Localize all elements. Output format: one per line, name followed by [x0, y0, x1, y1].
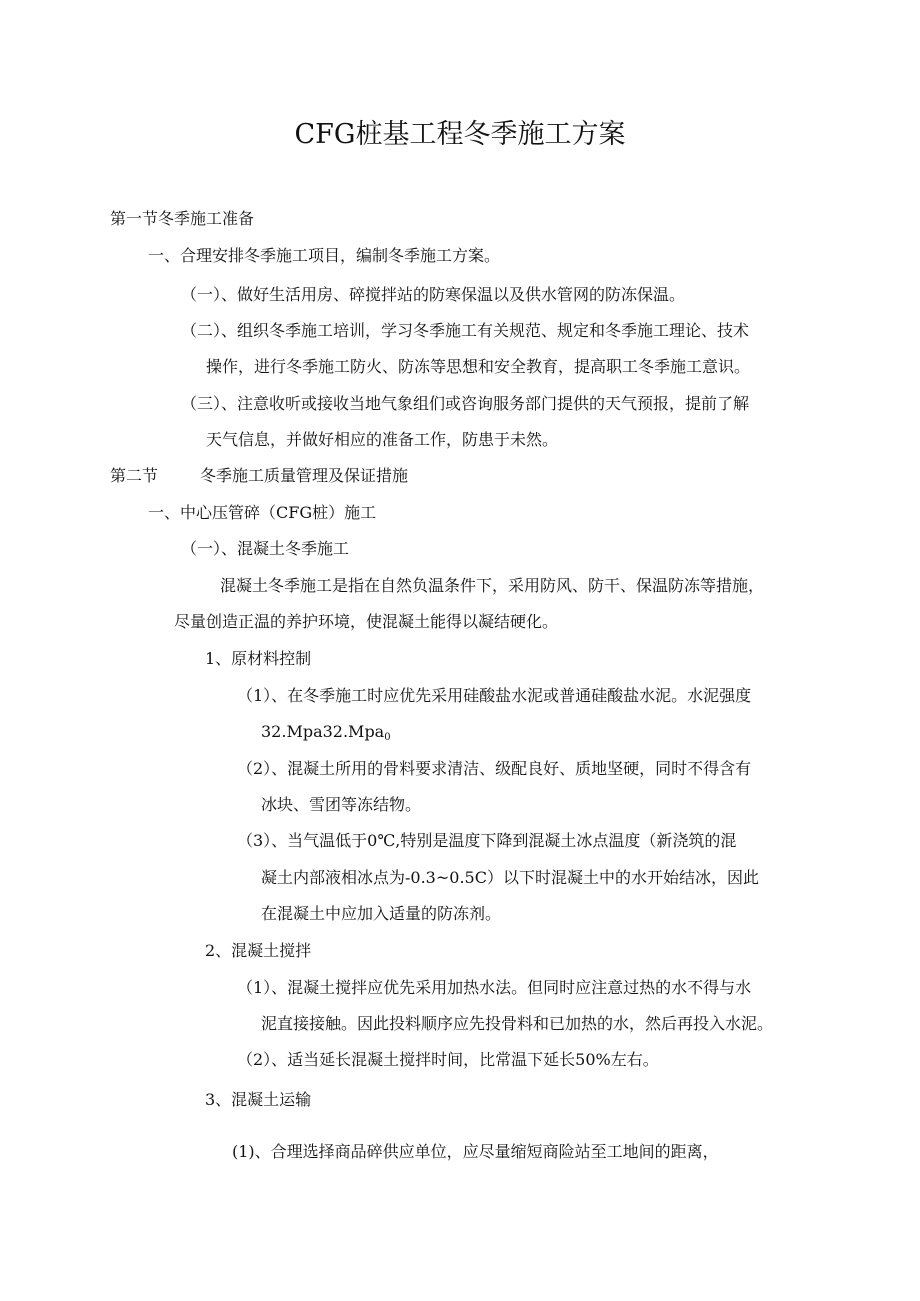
- material-control-title: 1、原材料控制: [205, 649, 312, 668]
- document-title: CFG桩基工程冬季施工方案: [294, 119, 626, 150]
- section-1-subitem-2-line-2: 操作，进行冬季施工防火、防冻等思想和安全教育，提高职工冬季施工意识。: [206, 357, 751, 376]
- section-2-number: 第二节: [110, 466, 159, 485]
- mixing-item-1-line-2: 泥直接接触。因此投料顺序应先投骨料和已加热的水，然后再投入水泥。: [261, 1014, 774, 1033]
- section-1-item-1: 一、合理安排冬季施工项目，编制冬季施工方案。: [148, 246, 501, 265]
- material-item-3-line-2: 凝土内部液相冰点为-0.3~0.5C）以下时混凝土中的水开始结冰，因此: [261, 868, 759, 887]
- transport-title: 3、混凝土运输: [205, 1090, 312, 1109]
- mixing-item-2: （2）、适当延长混凝土搅拌时间，比常温下延长50%左右。: [237, 1050, 659, 1069]
- material-item-3-line-1: （3）、当气温低于0℃,特别是温度下降到混凝土冰点温度（新浇筑的混: [237, 831, 737, 850]
- material-item-2-line-1: （2）、混凝土所用的骨料要求清洁、级配良好、质地坚硬，同时不得含有: [237, 759, 752, 778]
- material-item-2-line-2: 冰块、雪团等冻结物。: [261, 795, 422, 814]
- section-1-subitem-2-line-1: （二）、组织冬季施工培训，学习冬季施工有关规范、规定和冬季施工理论、技术: [181, 321, 750, 340]
- mixing-title: 2、混凝土搅拌: [205, 941, 312, 960]
- cement-strength-value: 32.Mpa32.Mpa: [261, 722, 385, 741]
- material-item-1-line-1: （1）、在冬季施工时应优先采用硅酸盐水泥或普通硅酸盐水泥。水泥强度: [237, 686, 752, 705]
- section-2-heading: [110, 465, 408, 487]
- cement-strength-subscript: 0: [384, 732, 391, 743]
- section-1-subitem-3-line-2: 天气信息，并做好相应的准备工作，防患于未然。: [206, 430, 559, 449]
- section-1-subitem-3-line-1: （三）、注意收听或接收当地气象组们或咨询服务部门提供的天气预报，提前了解: [181, 394, 750, 413]
- section-1-heading: 第一节冬季施工准备: [110, 209, 255, 228]
- section-2-title: 冬季施工质量管理及保证措施: [200, 466, 409, 485]
- paragraph-line-2: 尽量创造正温的养护环境，使混凝土能得以凝结硬化。: [174, 612, 559, 631]
- section-2-item-1: 一、中心压管碎（CFG桩）施工: [148, 503, 377, 522]
- section-2-subitem-1: （一）、混凝土冬季施工: [181, 539, 350, 558]
- section-1-subitem-1: （一）、做好生活用房、碎搅拌站的防寒保温以及供水管网的防冻保温。: [181, 285, 686, 304]
- transport-item-1: (1)、合理选择商品碎供应单位，应尽量缩短商险站至工地间的距离，: [232, 1142, 719, 1161]
- material-item-3-line-3: 在混凝土中应加入适量的防冻剂。: [261, 904, 502, 923]
- material-item-1-line-2: [261, 721, 391, 749]
- mixing-item-1-line-1: （1）、混凝土搅拌应优先采用加热水法。但同时应注意过热的水不得与水: [237, 978, 752, 997]
- paragraph-line-1: 混凝土冬季施工是指在自然负温条件下，采用防风、防干、保温防冻等措施，: [220, 576, 765, 595]
